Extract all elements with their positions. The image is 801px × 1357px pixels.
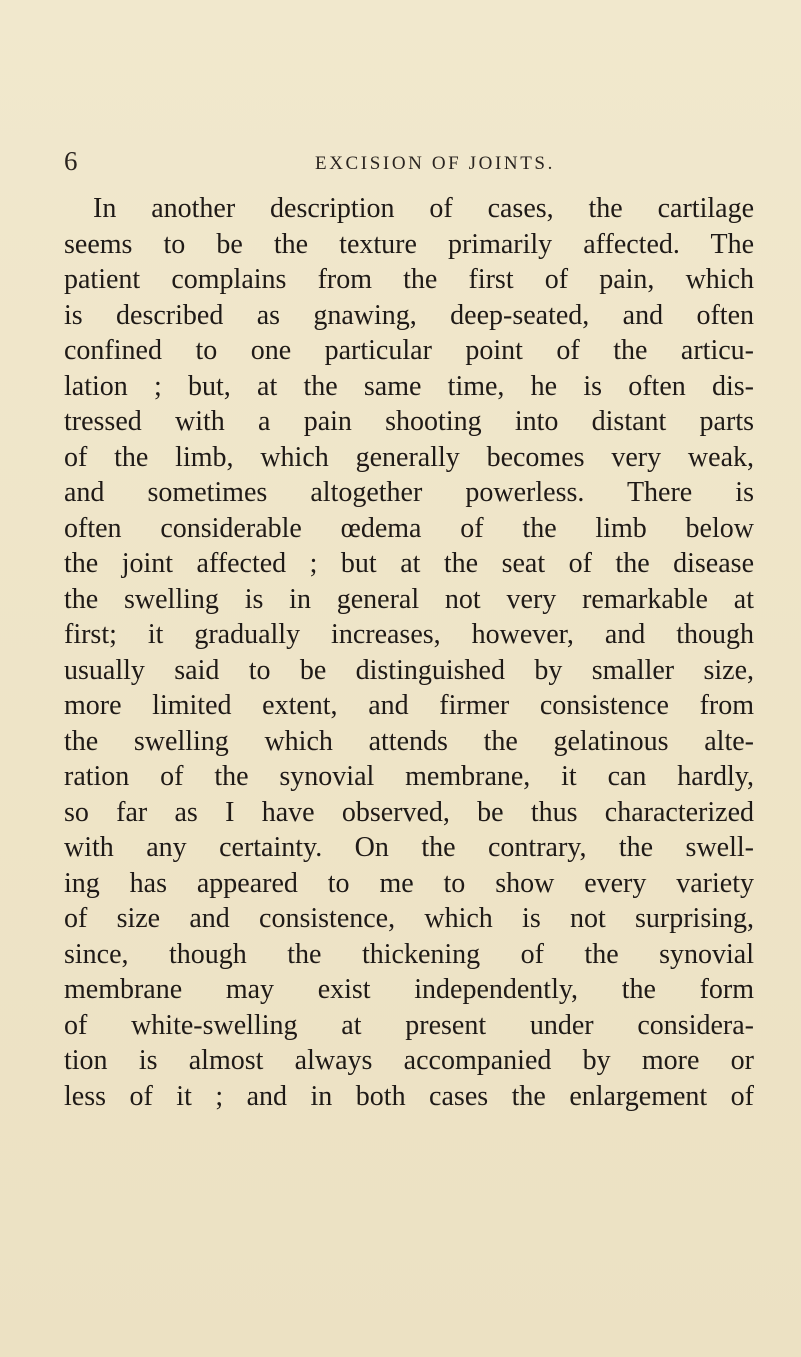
text-line: more limited extent, and firmer consistence from [64,690,754,721]
text-line: the swelling which attends the gelatinous alte- [64,725,754,757]
text-line: is described as gnawing, deep-seated, and often [64,299,754,331]
text-line: lation ; but, at the same time, he is often dis- [64,370,754,402]
text-line: first; it gradually increases, however, and though [64,619,754,650]
text-line: usually said to be distinguished by smaller size, [64,654,754,686]
text-line: of size and consistence, which is not surprising, [64,903,754,934]
text-line: of white-swelling at present under considera- [64,1009,754,1041]
text-line: the joint affected ; but at the seat of the disease [64,548,754,579]
text-line: less of it ; and in both cases the enlargement of [64,1080,754,1112]
text-line: In another description of cases, the cartilage [93,193,754,224]
text-line: since, though the thickening of the synovial [64,938,754,970]
text-line: and sometimes altogether powerless. There is [64,477,754,508]
text-line: tion is almost always accompanied by more or [64,1045,754,1076]
text-line: seems to be the texture primarily affected. The [64,228,754,260]
text-line: often considerable œdema of the limb below [64,512,754,544]
text-line: ing has appeared to me to show every variety [64,867,754,899]
running-head: EXCISION OF JOINTS. [315,153,555,174]
text-line: with any certainty. On the contrary, the swell- [64,832,754,863]
text-line: the swelling is in general not very remarkable at [64,583,754,615]
text-line: confined to one particular point of the articu- [64,335,754,366]
text-line: ration of the synovial membrane, it can hardly, [64,761,754,792]
text-line: of the limb, which generally becomes very weak, [64,441,754,473]
page-number: 6 [64,146,78,176]
body-text [64,191,754,1114]
text-line: membrane may exist independently, the form [64,974,754,1005]
text-line: patient complains from the first of pain, which [64,264,754,295]
text-line: tressed with a pain shooting into distant parts [64,406,754,437]
text-line: so far as I have observed, be thus characterized [64,796,754,828]
